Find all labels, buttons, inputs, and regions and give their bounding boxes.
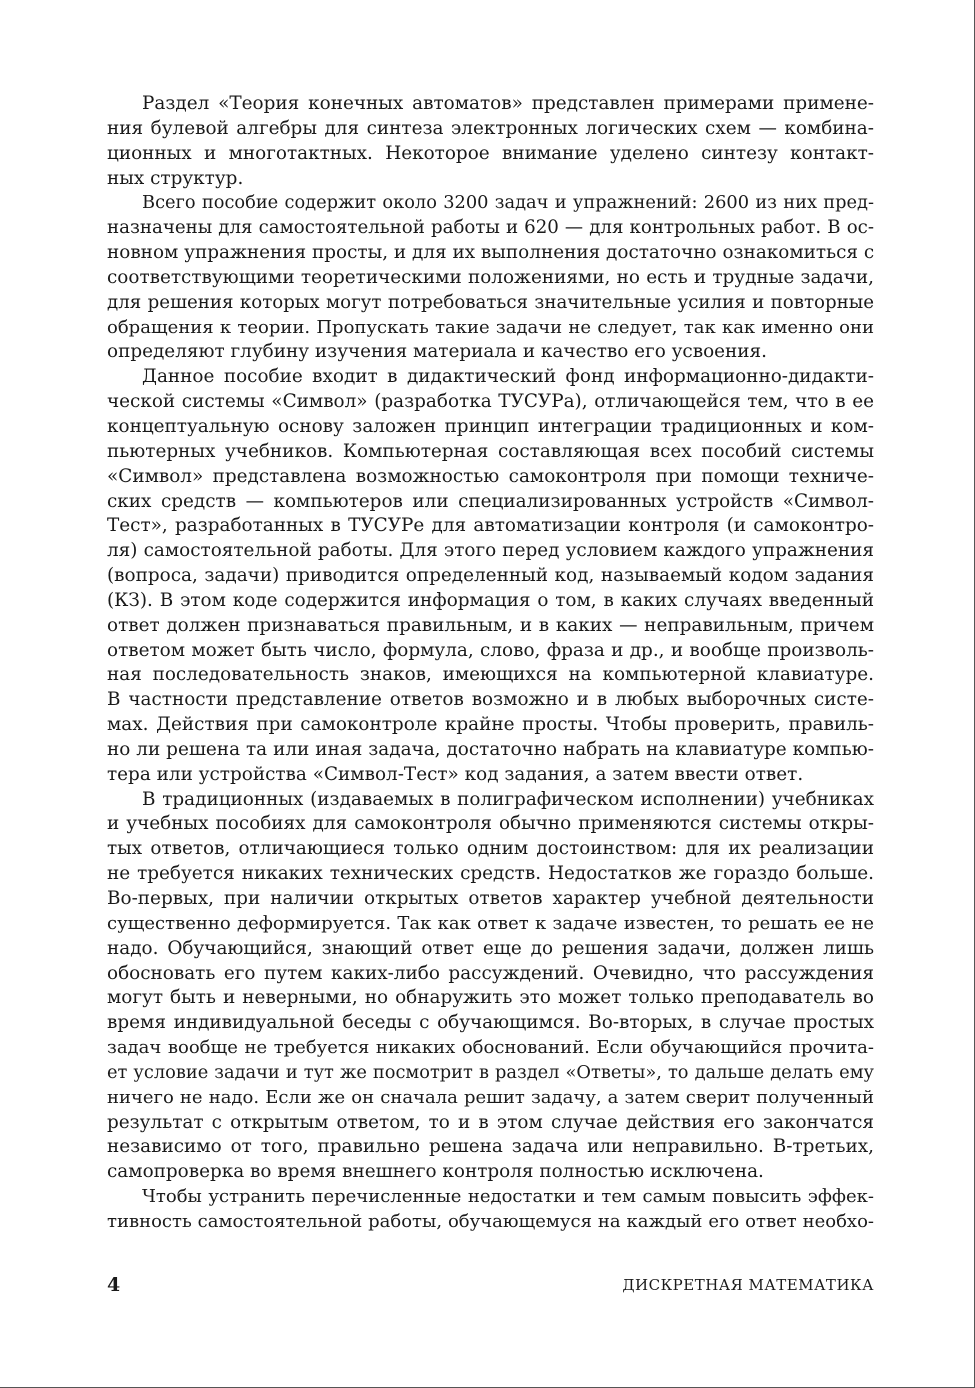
text-line: но ли решена та или иная задача, достаточно набрать на клавиатуре компью- xyxy=(107,738,874,760)
text-line: ничего не надо. Если же он сначала решит задачу, а затем сверит полученный xyxy=(107,1086,874,1108)
text-line: могут быть и неверными, но обнаружить это может только преподаватель во xyxy=(107,987,874,1009)
page-footer xyxy=(107,1274,874,1300)
text-line: ных структур. xyxy=(107,167,244,189)
text-line: ских средств — компьютеров или специализированных устройств «Символ- xyxy=(107,490,874,512)
text-line: обращения к теории. Пропускать такие задачи не следует, так как именно они xyxy=(107,316,874,338)
text-line: новном упражнения просты, и для их выполнения достаточно ознакомиться с xyxy=(107,242,875,264)
text-line: Раздел «Теория конечных автоматов» представлен примерами примене- xyxy=(142,93,874,114)
text-line: Всего пособие содержит около 3200 задач и упражнений: 2600 из них пред- xyxy=(142,192,874,214)
text-line: ния булевой алгебры для синтеза электронных логических схем — комбина- xyxy=(107,117,874,139)
text-line: назначены для самостоятельной работы и 620 — для контрольных работ. В ос- xyxy=(107,217,874,239)
text-line: время индивидуальной беседы с обучающимся. Во-вторых, в случае простых xyxy=(107,1012,874,1034)
text-line: надо. Обучающийся, знающий ответ еще до решения задачи, должен лишь xyxy=(107,937,874,959)
text-line: В частности представление ответов возможно и в любых выборочных систе- xyxy=(107,689,874,711)
page-number: 4 xyxy=(107,1274,121,1296)
text-line: ля) самостоятельной работы. Для этого перед условием каждого упражнения xyxy=(107,540,874,562)
text-line: результат с открытым ответом, то и в этом случае действия его закончатся xyxy=(107,1111,874,1133)
text-line: (вопроса, задачи) приводится определенный код, называемый кодом задания xyxy=(107,565,874,587)
text-line: задач вообще не требуется никаких обоснований. Если обучающийся прочита- xyxy=(107,1037,874,1059)
text-line: мах. Действия при самоконтроле крайне просты. Чтобы проверить, правиль- xyxy=(107,714,874,736)
text-line: обосновать его путем каких-либо рассуждений. Очевидно, что рассуждения xyxy=(107,962,874,984)
text-line: тера или устройства «Символ-Тест» код задания, а затем ввести ответ. xyxy=(107,763,804,785)
text-line: ческой системы «Символ» (разработка ТУСУРа), отличающейся тем, что в ее xyxy=(107,391,874,413)
text-line: Данное пособие входит в дидактический фонд информационно-дидакти- xyxy=(142,366,874,388)
text-line: Во-первых, при наличии открытых ответов характер учебной деятельности xyxy=(107,888,874,909)
text-line: Чтобы устранить перечисленные недостатки и тем самым повысить эффек- xyxy=(142,1186,874,1208)
text-line: определяют глубину изучения материала и качество его усвоения. xyxy=(107,341,768,363)
text-line: тивность самостоятельной работы, обучающемуся на каждый его ответ необхо- xyxy=(107,1210,874,1232)
text-line: (КЗ). В этом коде содержится информация о том, в каких случаях введенный xyxy=(107,589,874,611)
body-text xyxy=(107,92,874,1235)
text-line: ет условие задачи и тут же посмотрит в раздел «Ответы», то дальше делать ему xyxy=(107,1061,874,1083)
text-line: «Символ» представлена возможностью самоконтроля при помощи техниче- xyxy=(107,465,874,487)
running-title: ДИСКРЕТНАЯ МАТЕМАТИКА xyxy=(622,1276,874,1294)
text-line: ответом может быть число, формула, слово, фраза и др., и вообще произволь- xyxy=(107,639,874,661)
text-line: концептуальную основу заложен принцип интеграции традиционных и ком- xyxy=(107,415,874,437)
text-line: самопроверка во время внешнего контроля полностью исключена. xyxy=(107,1161,764,1183)
text-line: ционных и многотактных. Некоторое внимание уделено синтезу контакт- xyxy=(107,142,874,164)
text-line: не требуется никаких технических средств. Недостатков же гораздо больше. xyxy=(107,863,874,885)
text-line: пьютерных учебников. Компьютерная составляющая всех пособий системы xyxy=(107,440,874,462)
text-line: и учебных пособиях для самоконтроля обычно применяются системы откры- xyxy=(107,813,874,835)
text-line: соответствующими теоретическими положениями, но есть и трудные задачи, xyxy=(107,266,874,288)
text-line: Тест», разработанных в ТУСУРе для автоматизации контроля (и самоконтро- xyxy=(107,515,874,537)
text-line: В традиционных (издаваемых в полиграфическом исполнении) учебниках xyxy=(142,788,874,810)
text-line: существенно деформируется. Так как ответ к задаче известен, то решать ее не xyxy=(107,912,874,934)
text-line: тых ответов, отличающиеся только одним достоинством: для их реализации xyxy=(107,838,874,860)
text-line: ответ должен признаваться правильным, и в каких — неправильным, причем xyxy=(107,614,874,636)
text-line: независимо от того, правильно решена задача или неправильно. В-третьих, xyxy=(107,1136,874,1158)
text-line: ная последовательность знаков, имеющихся на компьютерной клавиатуре. xyxy=(107,664,874,686)
text-line: для решения которых могут потребоваться значительные усилия и повторные xyxy=(107,291,874,313)
